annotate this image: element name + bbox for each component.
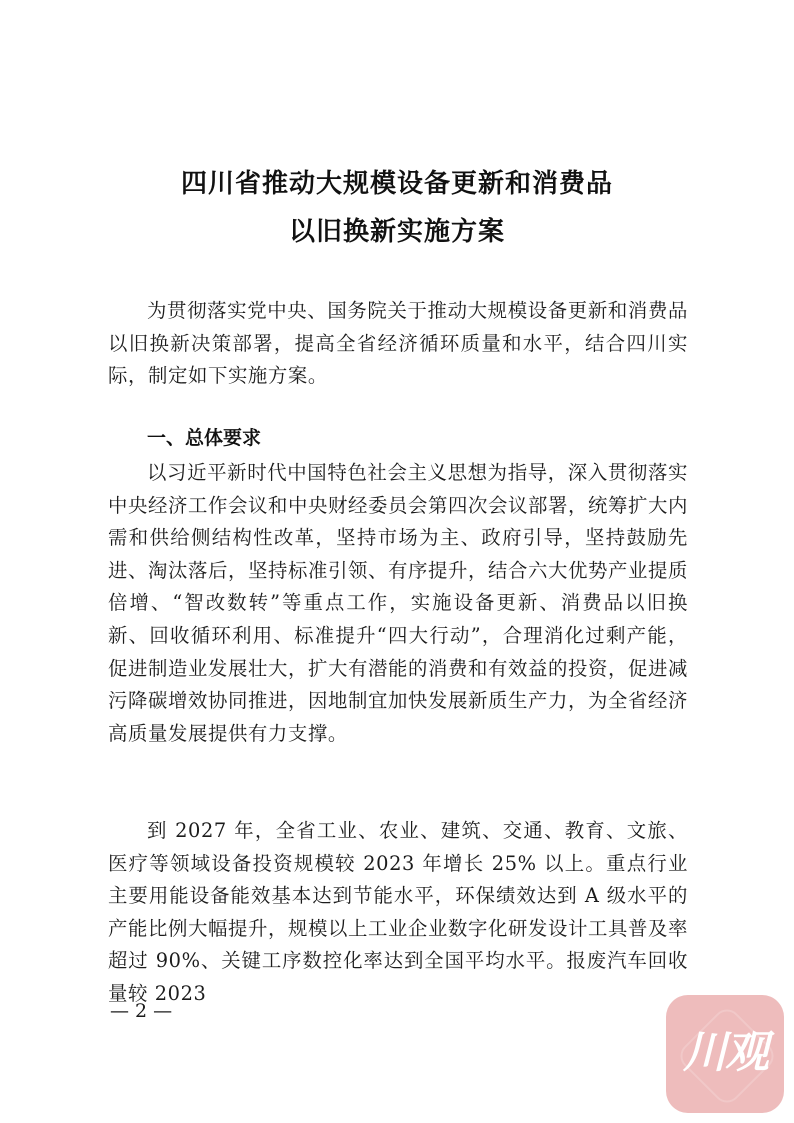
section-paragraph-guidance: 以习近平新时代中国特色社会主义思想为指导，深入贯彻落实中央经济工作会议和中央财经委员会第四次会议部署，统筹扩大内需和供给侧结构性改革，坚持市场为主、政府引导，坚持鼓励先进、淘汰落后，坚持标准引领、有序提升，结合六大优势产业提质倍增、“智改数转”等重点工作，实施设备更新、消费品以旧换新、回收循环利用、标准提升“四大行动”，合理消化过剩产能，促进制造业发展壮大，扩大有潜能的消费和有效益的投资，促进减污降碳增效协同推进，因地制宜加快发展新质生产力，为全省经济高质量发展提供有力支撑。 (108, 461, 688, 745)
section-paragraph-targets: 到 2027 年，全省工业、农业、建筑、交通、教育、文旅、医疗等领域设备投资规模较 2023 年增长 25% 以上。重点行业主要用能设备能效基本达到节能水平，环保绩效达到 A 级水平的产能比例大幅提升，规模以上工业企业数字化研发设计工具普及率超过 90%、关键工序数控化率达到全国平均水平。报废汽车回收量较 2023 (108, 819, 688, 1005)
document-title-line-2: 以旧换新实施方案 (288, 217, 505, 247)
document-title-line-1: 四川省推动大规模设备更新和消费品 (180, 169, 613, 199)
intro-paragraph: 为贯彻落实党中央、国务院关于推动大规模设备更新和消费品以旧换新决策部署，提高全省经济循环质量和水平，结合四川实际，制定如下实施方案。 (108, 299, 688, 388)
chuanguan-logo-icon (666, 995, 784, 1113)
watermark-logo-text: 川观 (683, 1027, 767, 1078)
section-heading: 一、总体要求 (147, 427, 262, 449)
page-number: — 2 — (110, 1000, 173, 1022)
